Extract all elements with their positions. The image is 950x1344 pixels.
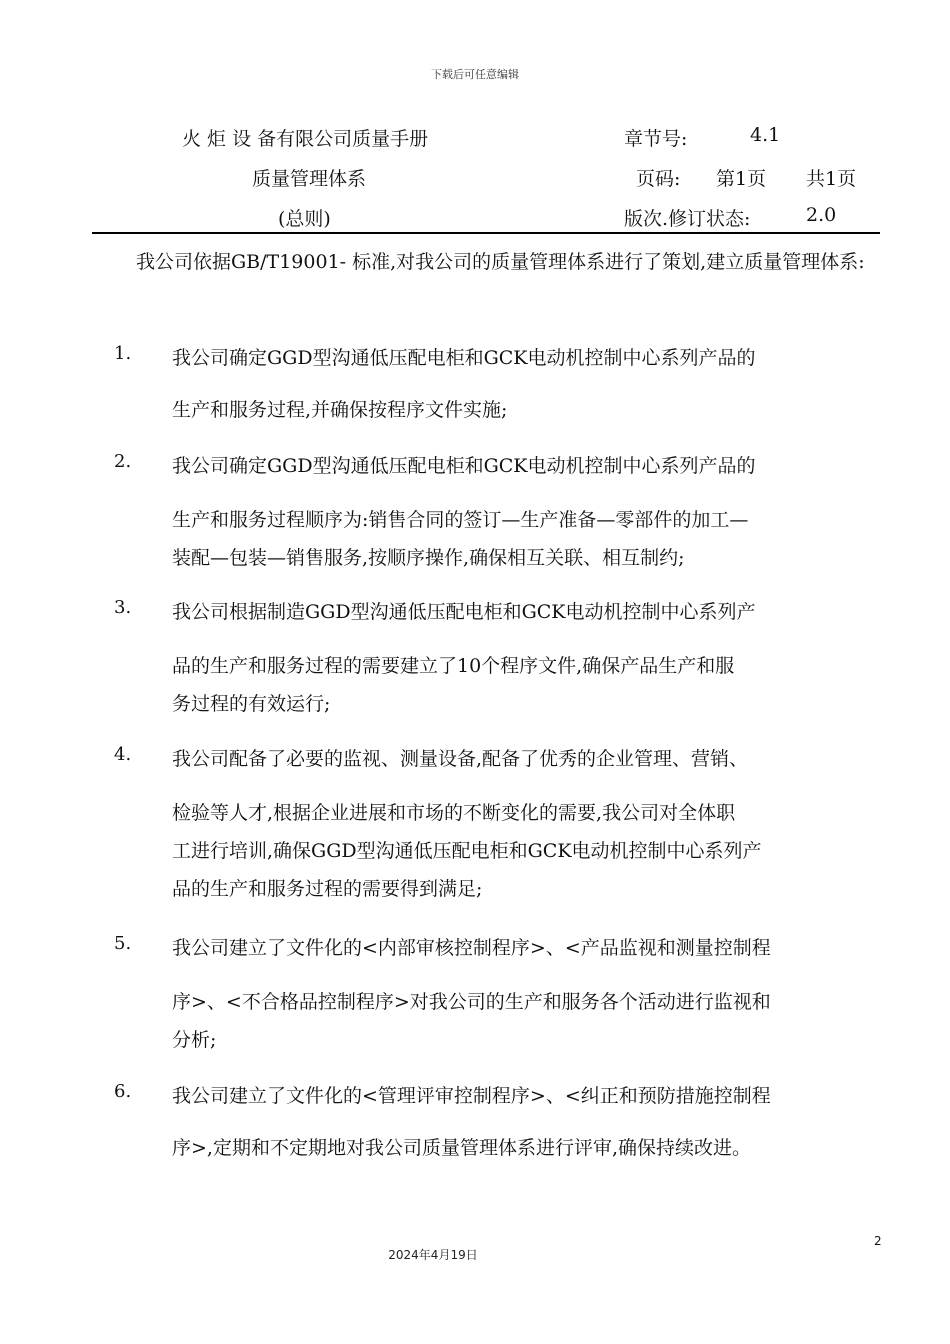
list-line: 我公司根据制造GGD型沟通低压配电柜和GCK电动机控制中心系列产: [172, 601, 756, 623]
list-line: 生产和服务过程,并确保按程序文件实施;: [172, 399, 508, 421]
list-number: 2.: [114, 451, 132, 472]
page-number: 2: [874, 1234, 882, 1248]
list-line: 生产和服务过程顺序为:销售合同的签订—生产准备—零部件的加工—: [172, 509, 749, 531]
subtitle: (总则): [278, 208, 331, 230]
list-line: 装配—包装—销售服务,按顺序操作,确保相互关联、相互制约;: [172, 547, 685, 569]
page-total: 共1页: [806, 168, 857, 190]
page-label: 页码:: [636, 168, 681, 190]
list-line: 我公司建立了文件化的<内部审核控制程序>、<产品监视和测量控制程: [172, 937, 771, 959]
list-number: 1.: [114, 343, 132, 364]
list-number: 3.: [114, 597, 132, 618]
list-line: 工进行培训,确保GGD型沟通低压配电柜和GCK电动机控制中心系列产: [172, 840, 762, 862]
list-line: 分析;: [172, 1029, 217, 1051]
list-line: 检验等人才,根据企业进展和市场的不断变化的需要,我公司对全体职: [172, 802, 736, 824]
company-title: 火 炬 设 备有限公司质量手册: [182, 128, 429, 150]
list-line: 我公司建立了文件化的<管理评审控制程序>、<纠正和预防措施控制程: [172, 1085, 771, 1107]
list-line: 我公司确定GGD型沟通低压配电柜和GCK电动机控制中心系列产品的: [172, 347, 756, 369]
chapter-value: 4.1: [750, 124, 781, 146]
list-line: 务过程的有效运行;: [172, 693, 331, 715]
list-line: 品的生产和服务过程的需要得到满足;: [172, 878, 483, 900]
list-line: 品的生产和服务过程的需要建立了10个程序文件,确保产品生产和服: [172, 655, 735, 677]
list-line: 我公司确定GGD型沟通低压配电柜和GCK电动机控制中心系列产品的: [172, 455, 756, 477]
list-number: 6.: [114, 1081, 132, 1102]
header-divider: [92, 232, 880, 234]
revision-label: 版次.修订状态:: [624, 208, 751, 230]
list-line: 我公司配备了必要的监视、测量设备,配备了优秀的企业管理、营销、: [172, 748, 749, 770]
list-number: 4.: [114, 744, 132, 765]
chapter-label: 章节号:: [624, 128, 688, 150]
editable-note: 下载后可任意编辑: [431, 68, 519, 81]
section-title: 质量管理体系: [252, 168, 367, 190]
intro-paragraph: 我公司依据GB/T19001- 标准,对我公司的质量管理体系进行了策划,建立质量管理体系:: [136, 251, 865, 273]
list-line: 序>,定期和不定期地对我公司质量管理体系进行评审,确保持续改进。: [172, 1137, 752, 1159]
revision-value: 2.0: [806, 204, 837, 226]
footer-date: 2024年4月19日: [388, 1248, 478, 1262]
page-value: 第1页: [716, 168, 767, 190]
list-number: 5.: [114, 933, 132, 954]
list-line: 序>、<不合格品控制程序>对我公司的生产和服务各个活动进行监视和: [172, 991, 771, 1013]
